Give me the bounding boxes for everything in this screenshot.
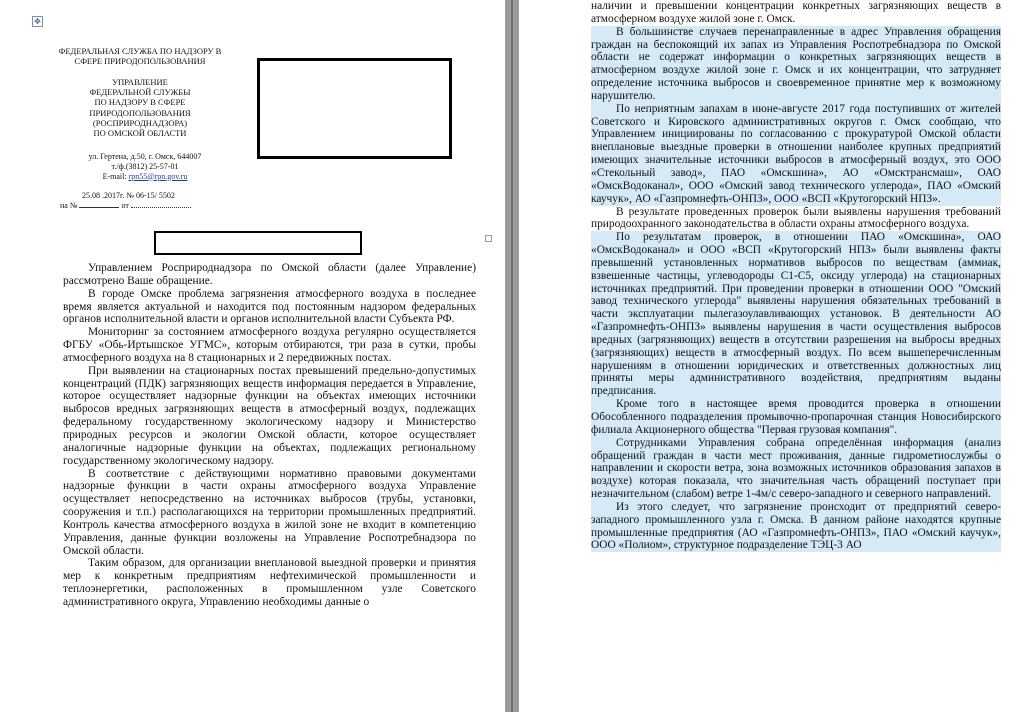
paragraph: Таким образом, для организации внеплановой выездной проверки и принятия мер к конкретным предприятиям нефтехимической промышленности и теплоэнергетики, расположенных в промышленном узле Советского административного округа, Управлению необходимы данные о xyxy=(63,557,476,608)
paragraph: В соответствие с действующими нормативно правовыми документами надзорные функции в части охраны атмосферного воздуха Управление осуществляет непосредственно на источниках выбросов (трубы, установки, сооружения и т.п.) располагающихся на территории промышленных предприятий. Контроль качества атмосферного воздуха в жилой зоне не входит в компетенцию Управления, данные функции возложены на Управление Роспотребнадзора по Омской области. xyxy=(63,467,476,557)
paragraph: В результате проведенных проверок были выявлены нарушения требований природоохранного законодательства в области охраны атмосферного воздуха. xyxy=(591,205,1001,231)
department-name xyxy=(65,77,215,138)
reference-line xyxy=(60,201,240,211)
reference-block xyxy=(60,191,240,210)
letter-body-right xyxy=(591,0,1001,552)
department-line: (РОСПРИРОДНАДЗОРА) xyxy=(92,117,188,128)
na-label: на № xyxy=(60,200,78,210)
paragraph: Сотрудниками Управления собрана определённая информация (анализ обращений граждан в части мест проживания, данные гидрометиослужбы о направлении и скорости ветра, зона возможных источников образования запахов в воздухе) которая показала, что значительная часть обращений поступает при незначительном (слабом) ветре 1-4м/с северо-западного и северного направлений. xyxy=(591,436,1001,501)
paragraph: По результатам проверок, в отношении ПАО «Омскшина», ОАО «ОмскВодоканал» и ООО «ВСП «Крутогорский НПЗ» были выявлены факты превышений установленных нормативов выбросов по веществам (аммиак, взвешенные частицы, углеводороды С1-С5, оксиду углерода) на стационарных источниках предприятий. При проведении проверки в отношении ООО "Омский завод технического углерода" выявлены нарушения обязательных требований в части эксплуатации пылегазоулавливающих установок. В деятельности АО «Газпромнефть-ОНПЗ» выявлены нарушения в части осуществления выбросов вредных (загрязняющих) веществ в отсутствии разрешения на выбросы вредных (загрязняющих) веществ в атмосферный воздух. По всем вышеперечисленным нарушениям в отношении юридических и ответственных должностных лиц приняты меры административного воздействия, предприятиям выданы предписания. xyxy=(591,231,1001,398)
letter-body-left xyxy=(63,262,476,609)
department-line: ПО НАДЗОРУ В СФЕРЕ xyxy=(94,97,186,108)
agency-name: ФЕДЕРАЛЬНАЯ СЛУЖБА ПО НАДЗОРУ В СФЕРЕ ПРИРОДОПОЛЬЗОВАНИЯ xyxy=(58,46,222,67)
document-page-left xyxy=(0,0,505,712)
department-line: ФЕДЕРАЛЬНОЙ СЛУЖБЫ xyxy=(89,87,191,98)
paragraph: Кроме того в настоящее время проводится проверка в отношении Обособленного подразделения промывочно-пропарочная станция Новосибирского филиала Акционерного общества "Первая грузовая компания". xyxy=(591,398,1001,436)
address-line: ул. Гертена, д.50, г. Омск, 644007 xyxy=(88,152,202,161)
redacted-box-salutation xyxy=(154,231,362,255)
paragraph: наличии и превышении концентрации конкретных загрязняющих веществ в атмосферном воздухе жилой зоне г. Омск. xyxy=(591,0,1001,25)
address-block xyxy=(60,152,230,181)
email-line xyxy=(60,172,230,182)
date-line: 25.08 .2017г. № 06-15/ 5502 xyxy=(82,191,175,200)
paragraph: Управлением Росприроднадзора по Омской области (далее Управление) рассмотрено Ваше обращение. xyxy=(63,262,476,287)
department-line: ПРИРОДОПОЛЬЗОВАНИЯ xyxy=(89,107,191,118)
paragraph: В городе Омске проблема загрязнения атмосферного воздуха в последнее время является актуальной и находится под постоянным надзором федеральных органов исполнительной власти и органов исполнительной власти Субъекта РФ. xyxy=(63,287,476,326)
document-page-right xyxy=(519,0,1024,712)
phone-line: т./ф.(3812) 25-57-01 xyxy=(111,161,179,171)
email-label: E-mail: xyxy=(102,171,127,181)
redacted-box-recipient xyxy=(257,58,452,159)
department-line: УПРАВЛЕНИЕ xyxy=(112,77,168,87)
email-link[interactable]: rpn55@rpn.gov.ru xyxy=(128,171,188,181)
paragraph: При выявлении на стационарных постах превышений предельно-допустимых концентраций (ПДК) загрязняющих веществ информация передается в Управление, которое осуществляет надзорные функции на объектах имеющих источники выбросов вредных загрязняющих веществ в атмосферный воздух, подлежащих федеральному государственному экологическому надзору и Министерство природных ресурсов и экологии Омской области, которое осуществляет аналогичные надзорные функции на объектах, подлежащих региональному государственному экологическому надзору. xyxy=(63,364,476,467)
paragraph: По неприятным запахам в июне-августе 2017 года поступивших от жителей Советского и Кировского административных округов г. Омск сообщаю, что Управлением инициированы по согласованию с прокуратурой Омской области внеплановые выездные проверки в отношении наиболее крупных предприятий имеющих значительные источники выбросов в атмосферный воздух, это ООО «Стекольный завод», ПАО «Омскшина», АО «Омсктрансмаш», ОАО «ОмскВодоканал», ООО «Омский завод технического углерода», ПАО «Омский каучук», АО «Газпромнефть-ОНПЗ», ООО «ВСП «Крутогорский НПЗ». xyxy=(591,102,1001,205)
paragraph: Мониторинг за состоянием атмосферного воздуха регулярно осуществляется ФГБУ «Обь-Иртышское УГМС», которым отбираются, три раза в сутки, пробы атмосферного воздуха на 8 стационарных и 2 передвижных постах. xyxy=(63,326,476,364)
department-line: ПО ОМСКОЙ ОБЛАСТИ xyxy=(93,128,187,139)
paragraph: В большинстве случаев перенаправленные в адрес Управления обращения граждан на беспокоящий их запах из Управления Роспотребнадзора по Омской области не содержат информации о конкретных загрязняющих веществ в атмосферном воздухе жилой зоне г. Омск и их концентрации, что затрудняет определение источника выбросов и своевременное принятие мер к возможному нарушителю. xyxy=(591,25,1001,102)
page-divider xyxy=(511,0,513,712)
text-box-handle[interactable] xyxy=(485,235,492,242)
table-move-handle-icon[interactable]: ✥ xyxy=(32,16,43,27)
paragraph: Из этого следует, что загрязнение происходит от предприятий северо-западного промышленного узла г. Омска. В данном районе находятся крупные промышленные предприятия (АО «Газпромнефть-ОНПЗ», ПАО «Омский каучук», ООО «Полиом», структурное подразделение ТЭЦ-3 АО xyxy=(591,500,1001,552)
ot-label: от xyxy=(121,200,129,210)
